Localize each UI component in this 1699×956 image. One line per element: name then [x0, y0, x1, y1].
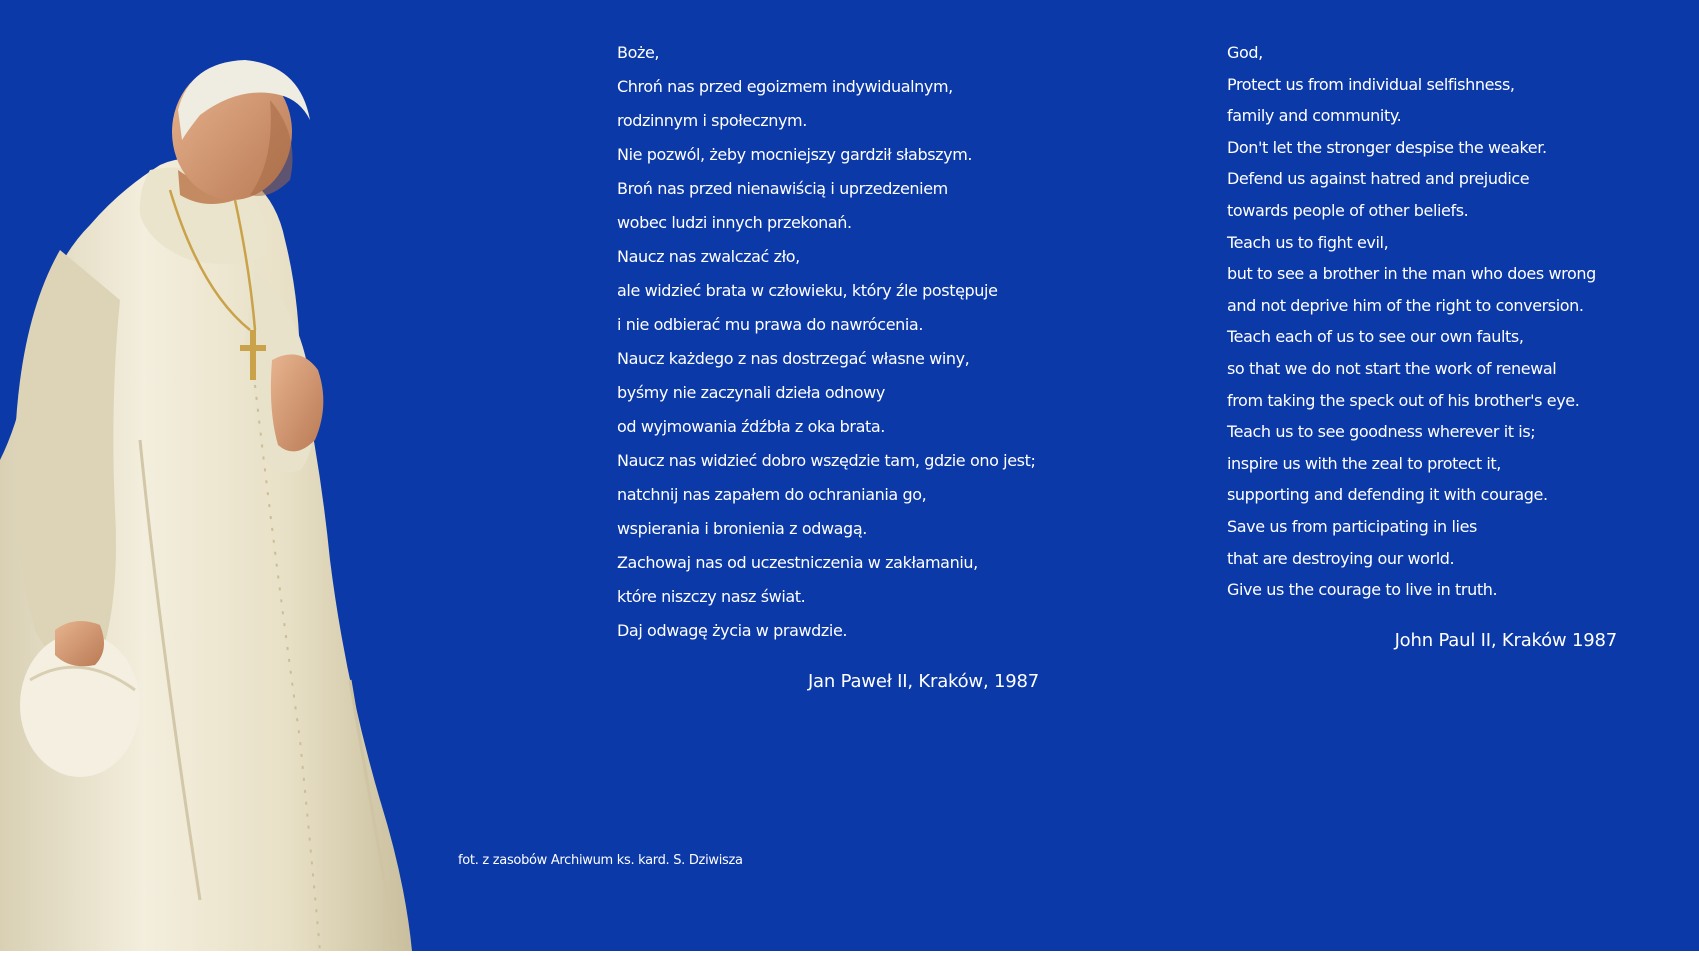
poem-line: byśmy nie zaczynali dzieła odnowy: [617, 383, 885, 402]
poem-line: Chroń nas przed egoizmem indywidualnym,: [617, 77, 953, 96]
poem-line: od wyjmowania źdźbła z oka brata.: [617, 417, 885, 436]
poem-line: Protect us from individual selfishness,: [1227, 74, 1515, 94]
poem-line: Teach us to fight evil,: [1227, 232, 1389, 252]
poem-line: Teach each of us to see our own faults,: [1227, 327, 1524, 347]
poem-line: and not deprive him of the right to conversion.: [1227, 295, 1584, 315]
poem-line: Naucz nas zwalczać zło,: [617, 247, 800, 266]
poem-line: Boże,: [617, 43, 660, 62]
signature-polish: Jan Paweł II, Kraków, 1987: [807, 671, 1039, 692]
poem-line: ale widzieć brata w człowieku, który źle postępuje: [617, 281, 998, 300]
poem-line: Naucz nas widzieć dobro wszędzie tam, gdzie ono jest;: [617, 451, 1036, 470]
poem-english: [1227, 38, 1647, 607]
poem-line: Give us the courage to live in truth.: [1227, 580, 1498, 600]
poem-line: Daj odwagę życia w prawdzie.: [617, 621, 848, 640]
poem-line: Naucz każdego z nas dostrzegać własne winy,: [617, 349, 970, 368]
poem-polish: [617, 38, 1077, 650]
poem-line: inspire us with the zeal to protect it,: [1227, 453, 1501, 473]
poem-line: Broń nas przed nienawiścią i uprzedzeniem: [617, 179, 948, 198]
poem-line: wspierania i bronienia z odwagą.: [617, 519, 867, 538]
poem-line: rodzinnym i społecznym.: [617, 111, 807, 130]
poem-line: Defend us against hatred and prejudice: [1227, 169, 1530, 189]
photo-credit: fot. z zasobów Archiwum ks. kard. S. Dziwisza: [458, 853, 743, 868]
poem-line: Nie pozwól, żeby mocniejszy gardził słabszym.: [617, 145, 973, 164]
poem-line: supporting and defending it with courage.: [1227, 485, 1548, 505]
poem-line: but to see a brother in the man who does wrong: [1227, 264, 1596, 284]
poem-line: that are destroying our world.: [1227, 548, 1455, 568]
bottom-border: [0, 951, 1699, 956]
poem-line: family and community.: [1227, 106, 1402, 126]
signature-english: John Paul II, Kraków 1987: [1394, 630, 1617, 651]
poem-line: które niszczy nasz świat.: [617, 587, 806, 606]
poem-line: Teach us to see goodness wherever it is;: [1227, 422, 1536, 442]
poem-line: Don't let the stronger despise the weaker.: [1227, 137, 1547, 157]
poem-line: wobec ludzi innych przekonań.: [617, 213, 852, 232]
poem-line: towards people of other beliefs.: [1227, 200, 1469, 220]
pope-photo: [0, 40, 430, 951]
poem-line: natchnij nas zapałem do ochraniania go,: [617, 485, 927, 504]
poem-line: Save us from participating in lies: [1227, 516, 1477, 536]
poem-line: so that we do not start the work of renewal: [1227, 358, 1557, 378]
poem-line: i nie odbierać mu prawa do nawrócenia.: [617, 315, 924, 334]
poem-line: Zachowaj nas od uczestniczenia w zakłamaniu,: [617, 553, 978, 572]
poem-line: from taking the speck out of his brother's eye.: [1227, 390, 1580, 410]
poem-line: God,: [1227, 43, 1263, 62]
